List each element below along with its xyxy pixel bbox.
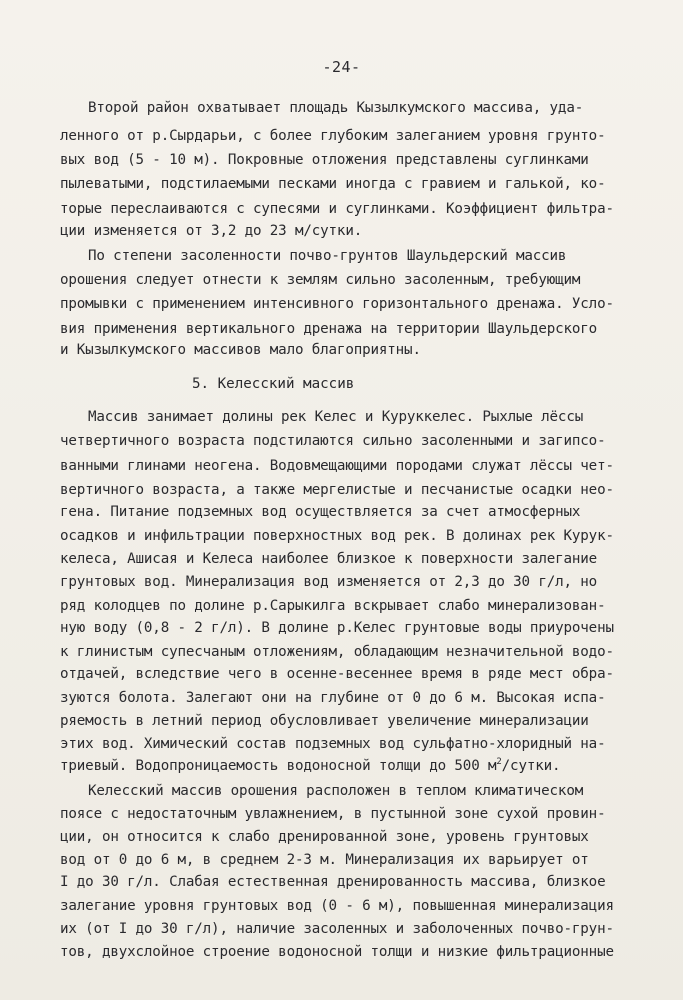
text-line: По степени засоленности почво-грунтов Шаульдерский массив <box>88 248 567 264</box>
text-line: зуются болота. Залегают они на глубине от 0 до 6 м. Высокая испа- <box>60 690 606 706</box>
text-span: триевый. Водопроницаемость водоносной толщи до 500 м <box>60 758 497 774</box>
text-line: I до 30 г/л. Слабая естественная дренированность массива, близкое <box>60 874 606 890</box>
text-line: вия применения вертикального дренажа на территории Шаульдерского <box>60 321 598 337</box>
section-heading: 5. Келесский массив <box>192 376 355 392</box>
text-line: ванными глинами неогена. Водовмещающими породами служат лёссы чет- <box>60 458 614 474</box>
text-line: отдачей, вследствие чего в осенне-весеннее время в ряде мест обра- <box>60 666 614 682</box>
text-line: ции, он относится к слабо дренированной зоне, уровень грунтовых <box>60 829 589 845</box>
text-line: ленного от р.Сырдарьи, с более глубоким залеганием уровня грунто- <box>60 128 606 144</box>
text-line: залегание уровня грунтовых вод (0 - 6 м), повышенная минерализация <box>60 898 614 914</box>
text-line: гена. Питание подземных вод осуществляется за счет атмосферных <box>60 504 581 520</box>
text-span: /сутки. <box>501 758 561 774</box>
text-line: этих вод. Химический состав подземных вод сульфатно-хлоридный на- <box>60 736 606 752</box>
text-line: осадков и инфильтрации поверхностных вод рек. В долинах рек Курук- <box>60 528 614 544</box>
text-line: к глинистым супесчаным отложениям, обладающим незначительной водо- <box>60 644 614 660</box>
text-line: пылеватыми, подстилаемыми песками иногда с гравием и галькой, ко- <box>60 176 606 192</box>
text-line: торые переслаиваются с супесями и суглинками. Коэффициент фильтра- <box>60 201 614 217</box>
text-line: Второй район охватывает площадь Кызылкумского массива, уда- <box>88 100 584 116</box>
text-line: ции изменяется от 3,2 до 23 м/сутки. <box>60 223 363 239</box>
text-line: грунтовых вод. Минерализация вод изменяется от 2,3 до 30 г/л, но <box>60 574 598 590</box>
text-line: ряемость в летний период обусловливает увеличение минерализации <box>60 713 589 729</box>
text-line: четвертичного возраста подстилаются сильно засоленными и загипсо- <box>60 433 606 449</box>
text-line: поясе с недостаточным увлажнением, в пустынной зоне сухой провин- <box>60 806 606 822</box>
text-line: их (от I до 30 г/л), наличие засоленных и заболоченных почво-грун- <box>60 921 614 937</box>
text-line: тов, двухслойное строение водоносной толщи и низкие фильтрационные <box>60 944 614 960</box>
text-line: промывки с применением интенсивного горизонтального дренажа. Усло- <box>60 296 614 312</box>
text-line: Келесский массив орошения расположен в теплом климатическом <box>88 783 584 799</box>
text-line: ную воду (0,8 - 2 г/л). В долине р.Келес грунтовые воды приурочены <box>60 620 614 636</box>
text-line: ряд колодцев по долине р.Сарыкилга вскрывает слабо минерализован- <box>60 598 606 614</box>
page-number: -24- <box>322 58 361 76</box>
text-line <box>60 759 560 773</box>
superscript: 2 <box>496 757 502 767</box>
text-line: и Кызылкумского массивов мало благоприятны. <box>60 342 421 358</box>
text-line: келеса, Ашисая и Келеса наиболее близкое к поверхности залегание <box>60 551 598 567</box>
text-line: Массив занимает долины рек Келес и Куруккелес. Рыхлые лёссы <box>88 409 584 425</box>
text-line: орошения следует отнести к землям сильно засоленным, требующим <box>60 272 581 288</box>
text-line: вод от 0 до 6 м, в среднем 2-3 м. Минерализация их варьирует от <box>60 852 589 868</box>
text-line: вых вод (5 - 10 м). Покровные отложения представлены суглинками <box>60 152 589 168</box>
text-line: вертичного возраста, а также мергелистые и песчанистые осадки нео- <box>60 482 614 498</box>
